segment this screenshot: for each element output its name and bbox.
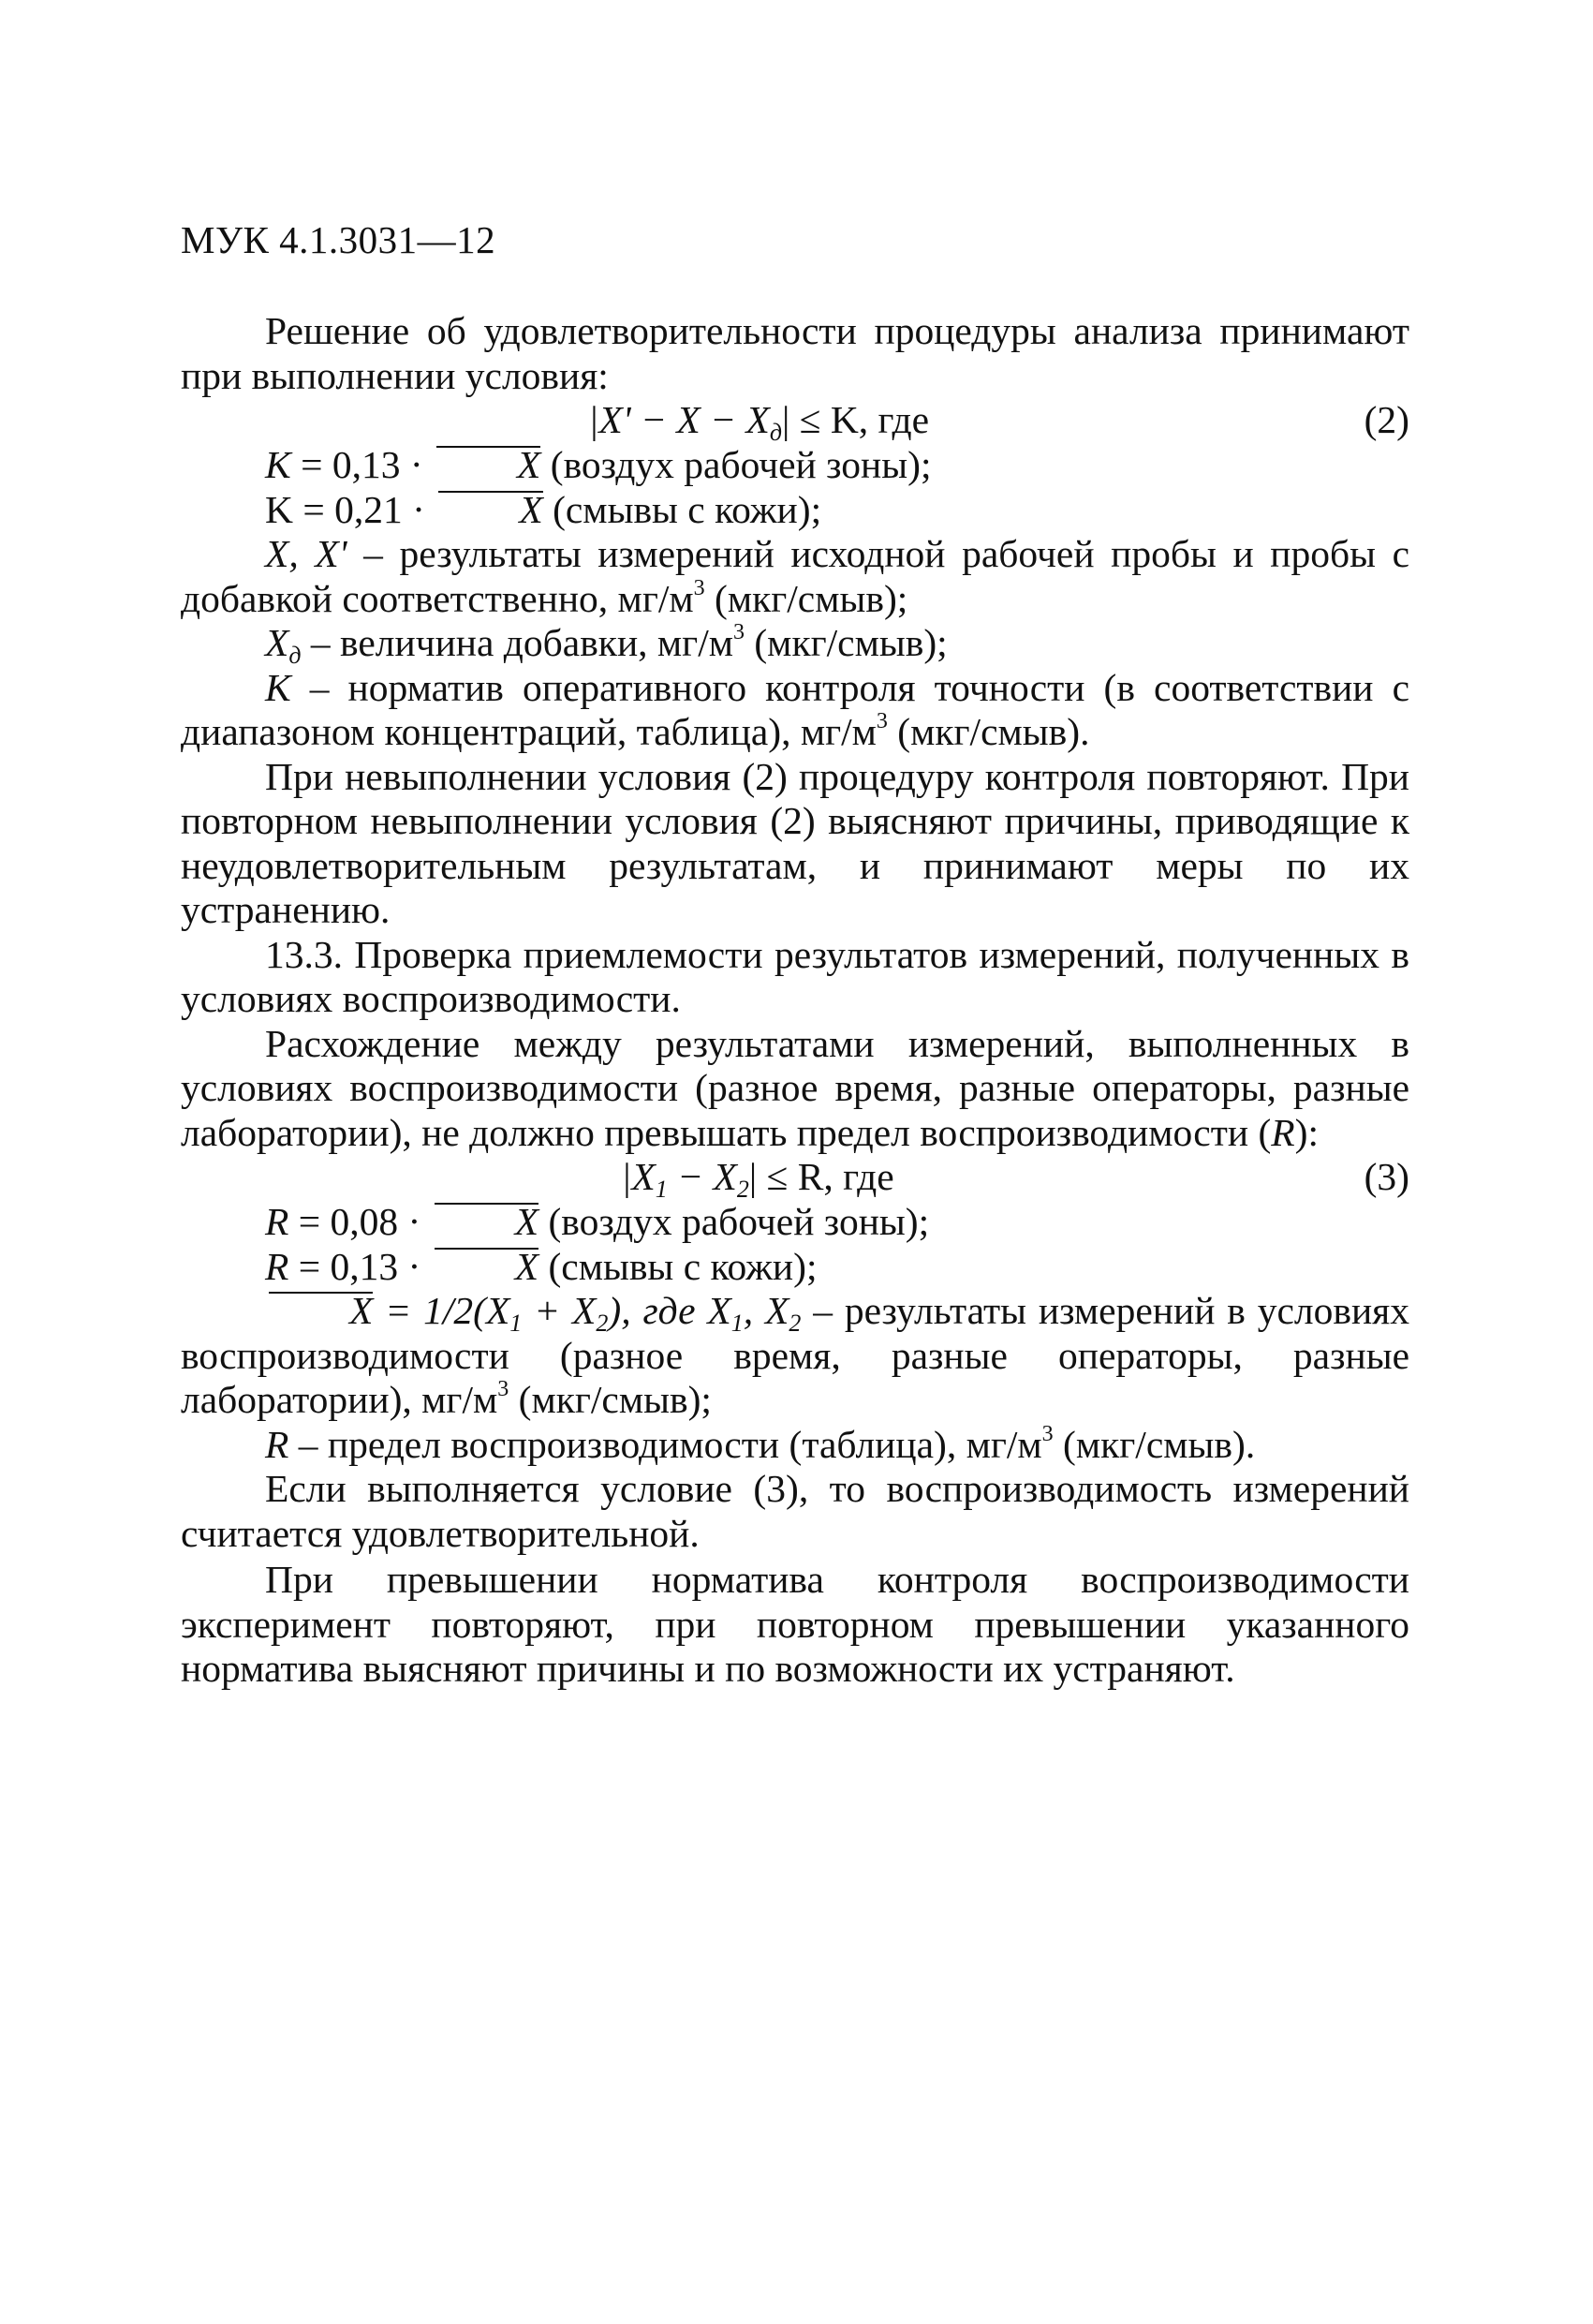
formula-3-sub2: 2 [736, 1176, 749, 1203]
formula-3-number: (3) [1364, 1155, 1409, 1198]
x-mean-symbol: X [265, 1289, 373, 1334]
def-x-xprime [181, 532, 1409, 621]
x-mean-unit: (мкг/смыв); [509, 1378, 712, 1421]
def-x-mean [181, 1289, 1409, 1423]
formula-2-sub: д [769, 419, 782, 446]
r-limit-text: – предел воспроизводимости (таблица), мг/м [288, 1422, 1042, 1466]
def-r-limit [181, 1423, 1409, 1468]
xd-unit: (мкг/смыв); [744, 621, 948, 664]
x-xprime-unit: (мкг/смыв); [704, 576, 908, 620]
superscript-3: 3 [693, 575, 705, 600]
x-mean-symbol: X [435, 488, 542, 533]
def-r-skin [181, 1245, 1409, 1290]
x-mean-text: – результаты измерений в условиях воспроизводимости (разное время, разные операторы, разные лаборатории), мг/м [181, 1289, 1409, 1421]
k-norm-symbol: K [265, 665, 291, 709]
document-body [181, 309, 1409, 1692]
k-skin-coef: K = 0,21 · [265, 487, 435, 531]
x-xprime-text: – результаты измерений исходной рабочей пробы и пробы с добавкой соответственно, мг/м [181, 532, 1409, 620]
k-air-coef: = 0,13 · [290, 443, 434, 486]
r-skin-text: (смывы с кожи); [538, 1244, 818, 1288]
formula-2-expression [588, 398, 930, 446]
x-mean-eq: = 1/2(X [373, 1289, 510, 1332]
def-r-air [181, 1200, 1409, 1245]
k-symbol: K [265, 443, 291, 486]
sub-2: 2 [596, 1310, 609, 1337]
def-k-skin [181, 488, 1409, 533]
superscript-3: 3 [497, 1377, 509, 1401]
r-air-text: (воздух рабочей зоны); [538, 1200, 930, 1243]
superscript-3: 3 [1041, 1421, 1054, 1446]
k-norm-unit: (мкг/смыв). [887, 710, 1090, 753]
formula-2-part-a: |X' − X − X [588, 398, 770, 441]
document-code-header: МУК 4.1.3031—12 [181, 218, 496, 261]
formula-3-expression [621, 1155, 894, 1203]
r-symbol: R [265, 1422, 289, 1466]
r-symbol: R [265, 1200, 289, 1243]
k-norm-text: – норматив оперативного контроля точности (в соответствии с диапазоном концентраций, таблица), мг/м [181, 665, 1409, 753]
section-13-3: 13.3. Проверка приемлемости результатов измерений, полученных в условиях воспроизводимости. [181, 932, 1409, 1020]
k-skin-text: (смывы с кожи); [542, 487, 822, 531]
para-fail: При невыполнении условия (2) процедуру контроля повторяют. При повторном невыполнении условия (2) выясняют причины, приводящие к неудовлетворительным результатам, и принимают меры по их устранению. [181, 754, 1409, 931]
para-exceed: При превышении норматива контроля воспроизводимости эксперимент повторяют, при повторном превышении указанного норматива выясняют причины и по возможности их устраняют. [181, 1558, 1409, 1690]
r-skin-coef: = 0,13 · [288, 1244, 431, 1288]
formula-2-number: (2) [1364, 398, 1409, 441]
x-mean-close: ), где X [608, 1289, 731, 1332]
xd-symbol: X [265, 621, 289, 664]
sub-1: 1 [730, 1310, 744, 1337]
para-diff-tail: ): [1294, 1110, 1319, 1154]
x-mean-symbol: X [431, 1245, 538, 1290]
r-limit-unit: (мкг/смыв). [1053, 1422, 1256, 1466]
xd-text: – величина добавки, мг/м [301, 621, 733, 664]
intro-paragraph: Решение об удовлетворительности процедуры анализа принимают при выполнении условия: [181, 309, 1409, 397]
superscript-3: 3 [732, 620, 745, 644]
x-xprime-symbols: X, X' [265, 532, 347, 575]
k-air-text: (воздух рабочей зоны); [540, 443, 932, 486]
formula-3-part-c: | ≤ R, где [748, 1155, 894, 1198]
sub-1: 1 [509, 1310, 523, 1337]
def-k-air [181, 443, 1409, 488]
def-k-norm [181, 666, 1409, 755]
formula-3-part-a: |X [621, 1155, 656, 1198]
formula-2-part-b: | ≤ K, где [782, 398, 930, 441]
sub-2: 2 [789, 1310, 802, 1337]
formula-3-part-b: − X [667, 1155, 737, 1198]
formula-3-sub1: 1 [655, 1176, 668, 1203]
formula-3 [181, 1155, 1409, 1203]
x-mean-comma: , X [743, 1289, 789, 1332]
superscript-3: 3 [876, 709, 888, 733]
formula-2 [181, 398, 1409, 446]
def-xd [181, 620, 1409, 669]
xd-sub: д [288, 642, 302, 669]
para-ok: Если выполняется условие (3), то воспроизводимость измерений считается удовлетворительной. [181, 1467, 1409, 1555]
x-mean-symbol: X [431, 1200, 538, 1245]
r-air-coef: = 0,08 · [288, 1200, 431, 1243]
x-mean-plus: + X [522, 1289, 597, 1332]
para-diff-text: Расхождение между результатами измерений, выполненных в условиях воспроизводимости (разное время, разные операторы, разные лаборатории), не должно превышать предел воспроизводимости ( [181, 1021, 1409, 1154]
x-mean-symbol: X [433, 443, 540, 488]
r-symbol: R [1271, 1110, 1295, 1154]
r-symbol: R [265, 1244, 289, 1288]
para-diff [181, 1022, 1409, 1156]
